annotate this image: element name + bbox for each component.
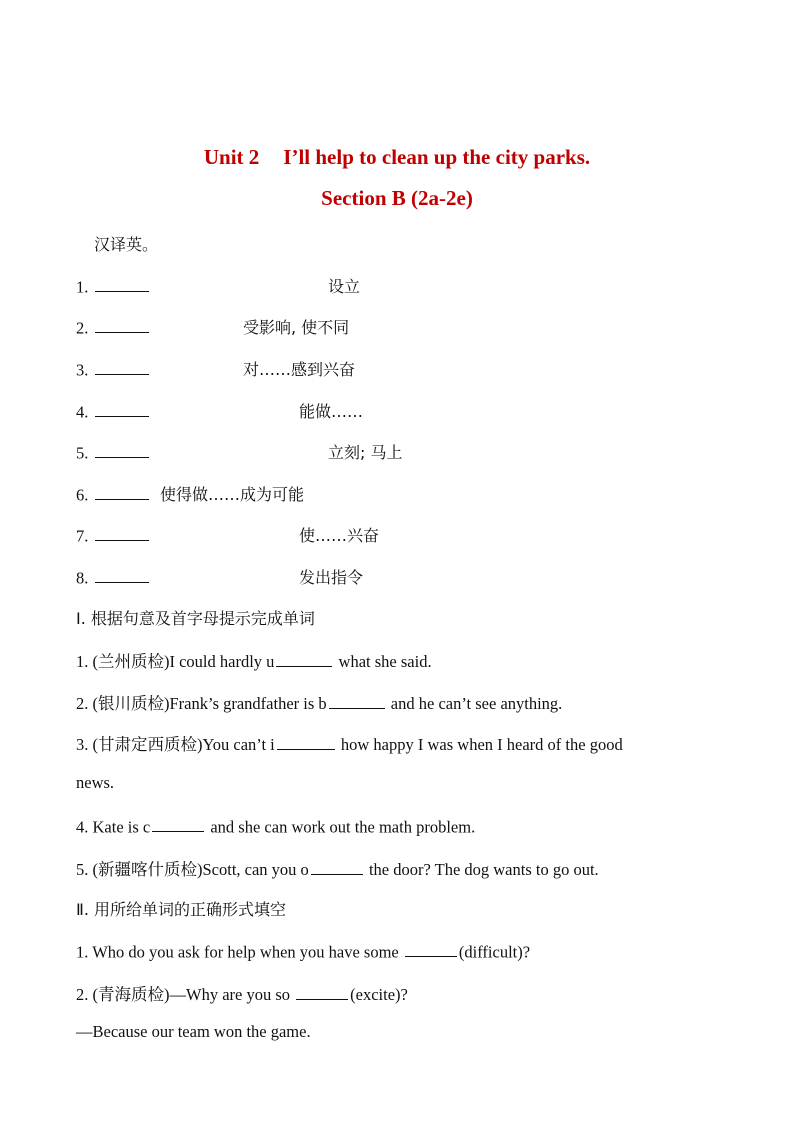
item-meaning: 能做……: [299, 402, 364, 421]
item-meaning: 使……兴奋: [299, 526, 380, 545]
section-title: Section B (2a-2e): [321, 186, 473, 210]
answer-blank[interactable]: [276, 649, 332, 667]
item-text-before: 4. Kate is c: [76, 817, 151, 837]
item-meaning: 对……感到兴奋: [243, 360, 356, 379]
item-number: 6.: [76, 485, 89, 505]
item-meaning: 发出指令: [299, 568, 364, 587]
item-meaning: 设立: [328, 277, 361, 296]
vocab-item-7: [76, 523, 380, 546]
item-meaning: 使得做……成为可能: [160, 485, 305, 504]
item-meaning: 受影响, 使不同: [243, 318, 350, 337]
answer-blank[interactable]: [95, 274, 149, 292]
part2-item-2-reply: —Because our team won the game.: [76, 1022, 311, 1041]
answer-blank[interactable]: [95, 482, 149, 500]
item-text-before: 1. (兰州质检)I could hardly u: [76, 652, 275, 671]
answer-blank[interactable]: [95, 523, 149, 541]
item-number: 4.: [76, 402, 89, 422]
item-number: 8.: [76, 568, 89, 588]
unit-sentence: I’ll help to clean up the city parks.: [283, 145, 591, 169]
part2-item-1: [76, 939, 530, 962]
answer-blank[interactable]: [311, 857, 363, 875]
vocab-item-4: [76, 399, 364, 422]
answer-blank[interactable]: [296, 982, 348, 1000]
item-number: 1.: [76, 277, 89, 297]
answer-blank[interactable]: [95, 357, 149, 375]
item-text-before: 3. (甘肃定西质检)You can’t i: [76, 735, 275, 754]
part2-heading: Ⅱ. 用所给单词的正确形式填空: [76, 900, 287, 919]
vocab-item-5: [76, 440, 403, 463]
item-text-before: 2. (银川质检)Frank’s grandfather is b: [76, 694, 327, 713]
answer-blank[interactable]: [95, 565, 149, 583]
item-text-after: what she said.: [334, 652, 432, 671]
answer-blank[interactable]: [329, 691, 385, 709]
item-meaning: 立刻; 马上: [328, 443, 403, 462]
item-text-after: (difficult)?: [458, 942, 531, 962]
answer-blank[interactable]: [277, 732, 335, 750]
part1-item-4: [76, 814, 475, 837]
unit-label: Unit 2: [203, 145, 260, 169]
answer-blank[interactable]: [405, 939, 457, 957]
answer-blank[interactable]: [95, 440, 149, 458]
vocab-item-1: [76, 274, 361, 297]
item-number: 5.: [76, 443, 89, 463]
item-text-after: and he can’t see anything.: [386, 694, 563, 713]
vocab-item-8: [76, 565, 364, 588]
item-text-after: the door? The dog wants to go out.: [364, 860, 599, 879]
vocab-item-6: [76, 482, 305, 505]
answer-blank[interactable]: [95, 315, 149, 333]
part2-item-2: [76, 981, 408, 1005]
item-text-after: (excite)?: [350, 985, 408, 1004]
part0-heading: 汉译英。: [94, 235, 159, 254]
part1-item-3-continued: news.: [76, 773, 115, 792]
part1-item-5: [76, 856, 599, 880]
part1-item-3: [76, 731, 623, 755]
vocab-item-2: [76, 315, 350, 338]
item-text-before: 1. Who do you ask for help when you have some: [76, 942, 403, 962]
item-text-after: and she can work out the math problem.: [206, 817, 476, 837]
part1-item-1: [76, 648, 432, 672]
part1-heading: Ⅰ. 根据句意及首字母提示完成单词: [76, 609, 315, 628]
item-text-after: how happy I was when I heard of the good: [336, 735, 623, 754]
item-text-before: 2. (青海质检)—Why are you so: [76, 985, 295, 1004]
item-number: 2.: [76, 318, 89, 338]
vocab-item-3: [76, 357, 356, 380]
item-number: 3.: [76, 360, 89, 380]
item-text-before: 5. (新疆喀什质检)Scott, can you o: [76, 860, 309, 879]
answer-blank[interactable]: [95, 399, 149, 417]
part1-item-2: [76, 690, 562, 714]
page-title: [0, 145, 794, 170]
answer-blank[interactable]: [152, 814, 204, 832]
item-number: 7.: [76, 526, 89, 546]
